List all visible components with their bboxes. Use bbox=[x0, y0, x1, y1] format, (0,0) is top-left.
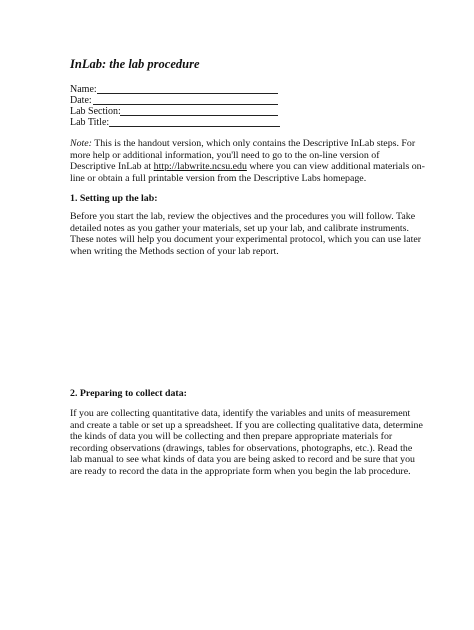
date-field-label: Date: bbox=[70, 95, 92, 106]
note-line-1: This is the handout version, which only contains the Descriptive InLab steps. For bbox=[94, 138, 416, 149]
lab-title-field-label: Lab Title: bbox=[70, 117, 110, 128]
note-line-4: line or obtain a full printable version from the Descriptive Labs homepage. bbox=[70, 172, 367, 184]
section-1-line-3: These notes will help you document your experimental protocol, which you can use later bbox=[70, 234, 422, 246]
section-1-heading: 1. Setting up the lab: bbox=[70, 193, 158, 204]
note-label: Note: bbox=[70, 138, 92, 149]
note-line-3-start: Descriptive InLab at bbox=[70, 161, 154, 173]
section-1-line-4: when writing the Methods section of your lab report. bbox=[70, 245, 279, 257]
lab-section-field bbox=[70, 106, 121, 117]
labwrite-link[interactable]: http://labwrite.ncsu.edu bbox=[153, 161, 247, 173]
section-2-line-5: lab manual to see what kinds of data you are being asked to record and be sure that you bbox=[70, 454, 415, 466]
date-field-line bbox=[93, 104, 278, 105]
date-field bbox=[70, 95, 92, 106]
section-1-line-1: Before you start the lab, review the objectives and the procedures you will follow. Take bbox=[70, 211, 416, 222]
section-2-line-3: the kinds of data you will be collecting and then prepare appropriate materials for bbox=[70, 431, 393, 443]
note-paragraph bbox=[70, 138, 425, 184]
name-field bbox=[70, 84, 97, 95]
section-2-line-2: and create a table or set up a spreadsheet. If you are collecting qualitative data, determine bbox=[70, 419, 423, 431]
document-title: InLab: the lab procedure bbox=[70, 57, 200, 71]
lab-section-field-line bbox=[120, 115, 278, 116]
lab-title-field bbox=[70, 117, 109, 128]
section-1-line-2: detailed notes as you gather your materials, set up your lab, and calibrate instruments. bbox=[70, 222, 409, 234]
section-2-line-4: recording observations (drawings, tables for observations, photographs, etc.). Read the bbox=[70, 442, 413, 454]
name-field-label: Name: bbox=[70, 84, 97, 95]
section-2-line-6: are ready to record the data in the appropriate form when you begin the lab procedure. bbox=[70, 465, 411, 477]
lab-title-field-line bbox=[109, 126, 280, 127]
section-2-paragraph bbox=[70, 408, 423, 478]
note-line-2: more help or additional information, you'll need to go to the on-line version of bbox=[70, 149, 380, 161]
section-1-paragraph bbox=[70, 211, 422, 257]
name-field-line bbox=[97, 93, 278, 94]
section-2-line-1: If you are collecting quantitative data, identify the variables and units of measurement bbox=[70, 408, 411, 419]
note-line-3-end: where you can view additional materials on- bbox=[246, 161, 425, 173]
lab-section-field-label: Lab Section: bbox=[70, 106, 121, 117]
section-2-heading: 2. Preparing to collect data: bbox=[70, 388, 187, 399]
